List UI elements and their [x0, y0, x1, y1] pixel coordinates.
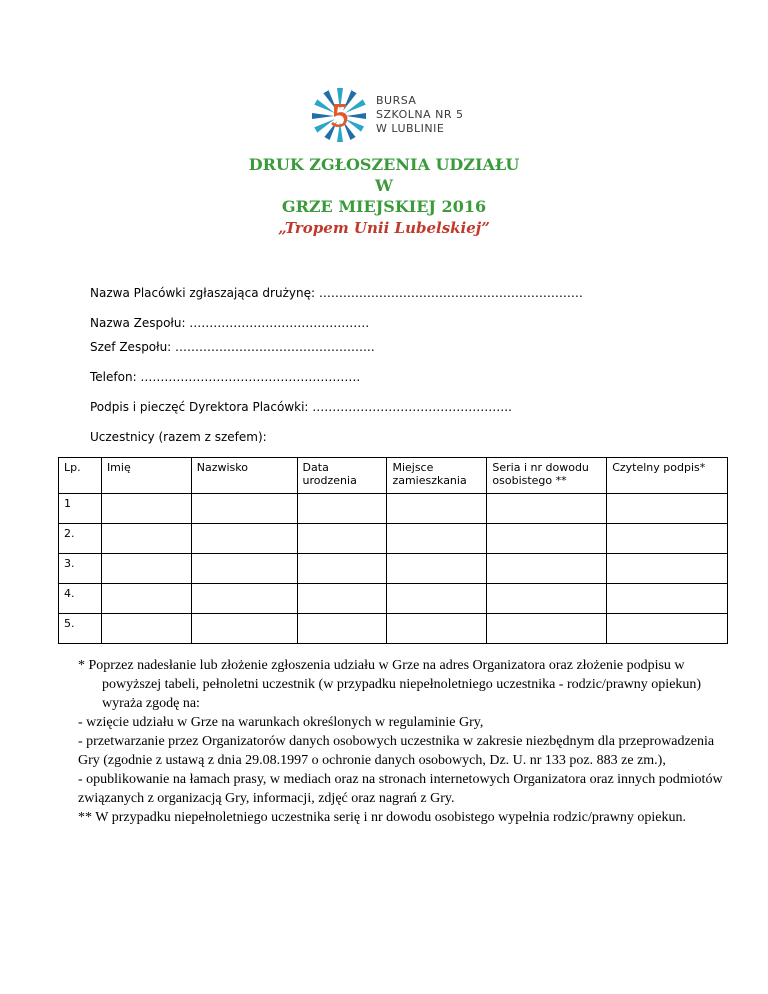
director-signature-field[interactable]: Podpis i pieczęć Dyrektora Placówki: …………………………………………..: [90, 400, 512, 414]
id-number-cell[interactable]: [487, 524, 607, 554]
table-row: [59, 554, 728, 584]
birth-date-cell[interactable]: [297, 494, 387, 524]
logo: [304, 86, 484, 146]
first-name-cell[interactable]: [101, 584, 191, 614]
row-number: 4.: [59, 584, 102, 614]
page-title-line-3: GRZE MIEJSKIEJ 2016: [281, 197, 487, 216]
institution-field[interactable]: Nazwa Placówki zgłaszająca drużynę: …………………………………………………………: [90, 286, 583, 300]
participants-table: [58, 457, 728, 644]
footnote-item-participation: - wzięcie udziału w Grze na warunkach określonych w regulaminie Gry,: [78, 715, 484, 730]
row-number: 2.: [59, 524, 102, 554]
residence-cell[interactable]: [387, 614, 487, 644]
first-name-cell[interactable]: [101, 494, 191, 524]
page-title-line-1: DRUK ZGŁOSZENIA UDZIAŁU: [248, 155, 520, 174]
table-row: [59, 614, 728, 644]
footnote-item-publication: - opublikowanie na łamach prasy, w mediach oraz na stronach internetowych Organizatora oraz innych podmiotów związanych z organizacją Gry, informacji, zdjęć oraz nagrań z Gry.: [78, 772, 723, 806]
header-first-name: Imię: [101, 458, 191, 494]
row-number: 5.: [59, 614, 102, 644]
first-name-cell[interactable]: [101, 614, 191, 644]
page-subtitle: „Tropem Unii Lubelskiej”: [278, 219, 490, 237]
residence-cell[interactable]: [387, 524, 487, 554]
page-title-line-2: W: [375, 176, 393, 195]
first-name-cell[interactable]: [101, 554, 191, 584]
birth-date-cell[interactable]: [297, 614, 387, 644]
header-residence: Miejsce zamieszkania: [387, 458, 487, 494]
phone-field[interactable]: Telefon: ……………………………………………….: [90, 370, 361, 384]
team-leader-field[interactable]: Szef Zespołu: …………………………………………..: [90, 340, 375, 354]
header-signature: Czytelny podpis*: [607, 458, 728, 494]
header-last-name: Nazwisko: [191, 458, 297, 494]
logo-line-3: W LUBLINIE: [376, 122, 445, 135]
row-number: 3.: [59, 554, 102, 584]
footnote-consent: * Poprzez nadesłanie lub złożenie zgłoszenia udziału w Grze na adres Organizatora oraz złożenie podpisu w powyższej tabeli, pełnoletni uczestnik (w przypadku niepełnoletniego uczestnika - rodzic/prawny opiekun) wyraża zgodę na:: [78, 658, 702, 711]
id-number-cell[interactable]: [487, 584, 607, 614]
table-header-row: [59, 458, 728, 494]
birth-date-cell[interactable]: [297, 524, 387, 554]
id-number-cell[interactable]: [487, 554, 607, 584]
signature-cell[interactable]: [607, 524, 728, 554]
residence-cell[interactable]: [387, 494, 487, 524]
table-row: [59, 524, 728, 554]
footnote-item-data-processing: - przetwarzanie przez Organizatorów danych osobowych uczestnika w zakresie niezbędnym dla przeprowadzenia Gry (zgodnie z ustawą z dnia 29.08.1997 o ochronie danych osobowych, Dz. U. nr 133 poz. 883 ze zm.),: [78, 734, 715, 768]
signature-cell[interactable]: [607, 614, 728, 644]
footnote-minor-id: ** W przypadku niepełnoletniego uczestnika serię i nr dowodu osobistego wypełnia rodzic/prawny opiekun.: [78, 810, 686, 825]
last-name-cell[interactable]: [191, 494, 297, 524]
signature-cell[interactable]: [607, 494, 728, 524]
logo-line-1: BURSA: [376, 94, 417, 107]
table-row: [59, 584, 728, 614]
sun-rays-logo-icon: [304, 86, 374, 146]
first-name-cell[interactable]: [101, 524, 191, 554]
participants-label: Uczestnicy (razem z szefem):: [90, 430, 267, 444]
last-name-cell[interactable]: [191, 554, 297, 584]
residence-cell[interactable]: [387, 554, 487, 584]
last-name-cell[interactable]: [191, 524, 297, 554]
row-number: 1: [59, 494, 102, 524]
header-lp: Lp.: [59, 458, 102, 494]
id-number-cell[interactable]: [487, 614, 607, 644]
signature-cell[interactable]: [607, 584, 728, 614]
signature-cell[interactable]: [607, 554, 728, 584]
birth-date-cell[interactable]: [297, 584, 387, 614]
header-birth-date: Data urodzenia: [297, 458, 387, 494]
team-name-field[interactable]: Nazwa Zespołu: ………………………………………: [90, 316, 370, 330]
footnotes: [58, 656, 738, 827]
header-id-number: Seria i nr dowodu osobistego **: [487, 458, 607, 494]
last-name-cell[interactable]: [191, 584, 297, 614]
logo-line-2: SZKOLNA NR 5: [376, 108, 464, 121]
id-number-cell[interactable]: [487, 494, 607, 524]
last-name-cell[interactable]: [191, 614, 297, 644]
birth-date-cell[interactable]: [297, 554, 387, 584]
residence-cell[interactable]: [387, 584, 487, 614]
table-row: [59, 494, 728, 524]
